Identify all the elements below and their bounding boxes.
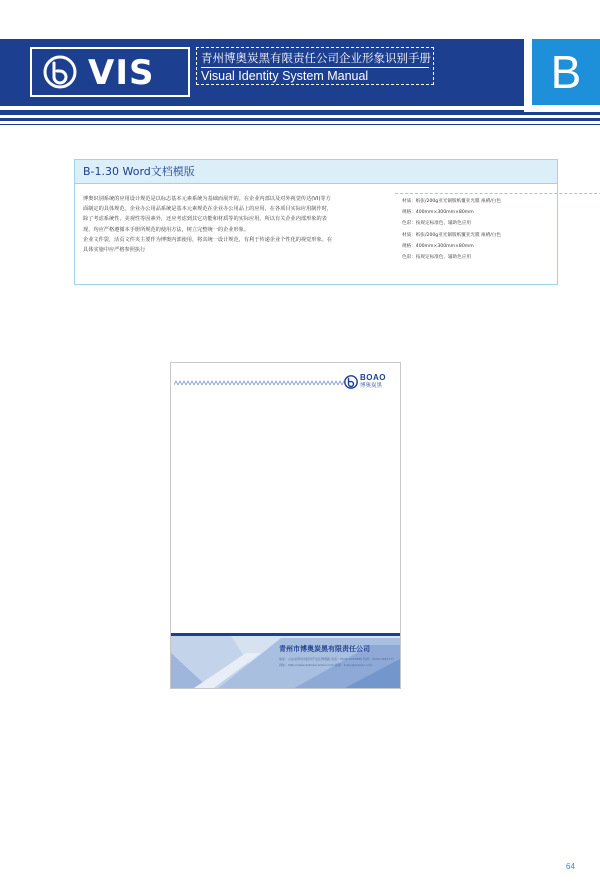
panel-header [75, 160, 557, 184]
company-address: 地址：山东省青州市经济开发区博奥路 电话：0536-3263888 传真：0536-3263777 [279, 657, 395, 661]
page-header [0, 0, 600, 130]
header-rule [0, 118, 600, 121]
letterhead-logo-en: BOAO [360, 373, 386, 382]
description-paragraph: 博奥识别系统的应用设计规范是以标志基本元素系统为基础而展开的。在企业内部以及对外视觉传达(VI)等方面制定的具体规范。企业办公用品系统是基本元素规范在企业办公用品上的应用，在各项目实际应用制作时，除了考虑系统性，美观性等因素外，还应考虑到其它功能和材质等的实际应用。所以有关企业内部形象的表现，均应严格遵循本手册所规范的使用方法，树立完整统一的企业形象。 [83, 196, 333, 233]
header-rule [0, 110, 600, 115]
section-panel [74, 159, 558, 285]
description-paragraph: 企业文件袋，活页文件夹主要作为博奥内部使用，将其统一设计规范，有利于传递企业个性化的视觉形象。在具体实施中应严格参照执行 [83, 236, 333, 254]
manual-title-en: Visual Identity System Manual [201, 69, 369, 83]
section-tab-box [532, 39, 600, 105]
spec-item: 规格：400mm×300mm×80mm [402, 210, 474, 216]
company-contact: 网址：http://www.qzboaocarbon.com 邮箱：boao@qzboao.com [279, 663, 373, 667]
spec-list [402, 196, 600, 263]
spec-item: 材质：纸张/200g亚光铜版纸覆亚光膜 裱褙/白色 [402, 199, 501, 204]
spec-item: 色彩：按规定标准色、辅助色应用 [402, 221, 471, 227]
section-letter: B [550, 46, 582, 98]
boao-logo-icon [344, 375, 358, 389]
company-name: 青州市博奥炭黑有限责任公司 [279, 645, 370, 653]
manual-title [196, 47, 434, 85]
letterhead-footer [171, 633, 401, 689]
boao-logo-icon [43, 55, 77, 89]
section-title: B-1.30 Word文档模版 [83, 165, 195, 178]
section-tab [524, 32, 600, 112]
brand-logo [30, 47, 190, 97]
logo-text: VIS [88, 53, 155, 93]
manual-title-cn: 青州博奥炭黑有限责任公司企业形象识别手册 [201, 51, 431, 65]
letterhead-logo-cn: 博奥炭黑 [360, 383, 383, 389]
panel-divider [395, 193, 600, 194]
page-number: 64 [566, 862, 575, 871]
word-template-preview [170, 362, 401, 689]
spec-item: 规格：400mm×300mm×80mm [402, 243, 474, 249]
spec-item: 材质：纸张/200g亚光铜版纸覆亚光膜 裱褙/白色 [402, 232, 501, 238]
section-description [83, 194, 335, 255]
header-rule [0, 124, 600, 125]
spec-item: 色彩：按规定标准色、辅助色应用 [402, 255, 471, 261]
header-pattern [174, 379, 344, 387]
footer-graphic [171, 633, 401, 689]
